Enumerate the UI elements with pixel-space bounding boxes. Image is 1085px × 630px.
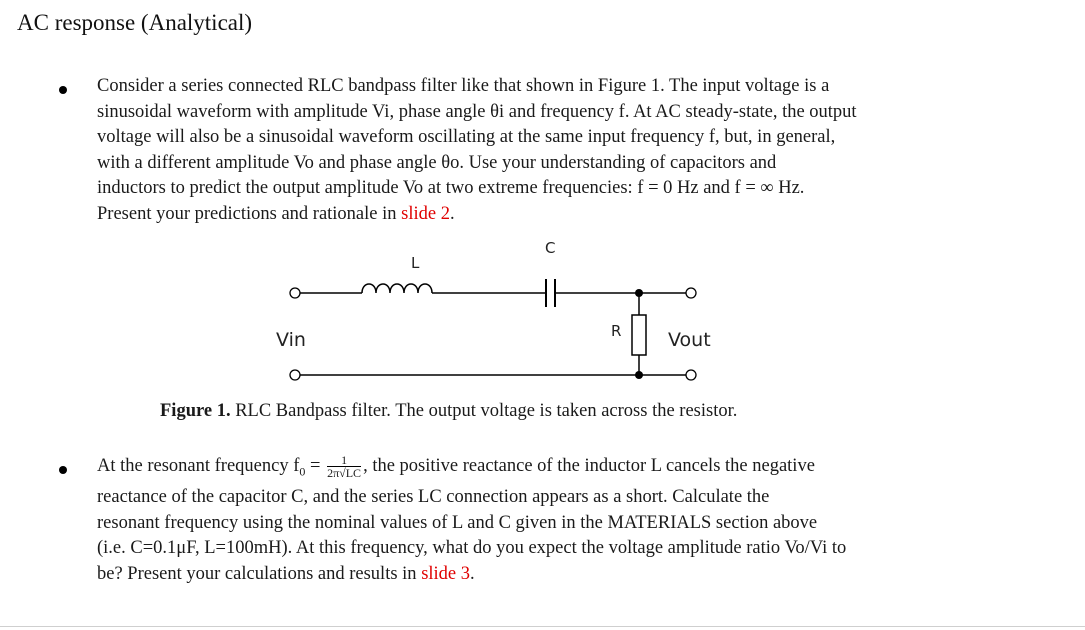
bullet2-last-line	[97, 562, 997, 588]
figure-caption	[160, 401, 737, 422]
inductor-coil	[362, 284, 432, 293]
bullet1-line: inductors to predict the output amplitude Vo at two extreme frequencies: f = 0 Hz and f = ∞ Hz.	[97, 178, 805, 198]
bullet1-last-text: Present your predictions and rationale in	[97, 203, 402, 224]
bullet2-line: resonant frequency using the nominal values of L and C given in the MATERIALS section above	[97, 512, 818, 533]
bullet2-line: reactance of the capacitor C, and the series LC connection appears as a short. Calculate the	[97, 487, 770, 508]
bullet2-text: , the positive reactance of the inductor L cancels the negative	[363, 456, 815, 476]
bullet1-line: Consider a series connected RLC bandpass filter like that shown in Figure 1. The input voltage is a	[97, 76, 830, 96]
terminal	[290, 288, 300, 298]
slide-3-link[interactable]: slide 3	[421, 563, 471, 584]
resistor-label: R	[611, 322, 622, 340]
bullet1-line: sinusoidal waveform with amplitude Vi, phase angle θi and frequency f. At AC steady-state, the output	[97, 101, 857, 122]
vout-label: Vout	[668, 329, 711, 351]
bullet1-line: with a different amplitude Vo and phase angle θo. Use your understanding of capacitors and	[97, 152, 777, 173]
bullet2-paragraph	[97, 454, 997, 587]
bullet1-line: voltage will also be a sinusoidal waveform oscillating at the same input frequency f, but, in general,	[97, 127, 836, 147]
fraction-numerator: 1	[327, 454, 361, 467]
period: .	[449, 203, 455, 224]
bullet2-last-text: be? Present your calculations and results in	[97, 563, 422, 584]
subscript: 0	[299, 464, 306, 479]
fraction-denominator: 2π√LC	[327, 466, 362, 481]
caption-label: Figure 1.	[160, 401, 231, 421]
divider	[0, 626, 1085, 627]
resonance-fraction	[327, 454, 361, 479]
terminal	[290, 370, 300, 380]
bullet-marker	[59, 466, 67, 474]
bullet2-line: (i.e. C=0.1μF, L=100mH). At this frequency, what do you expect the voltage amplitude ratio Vo/Vi to	[97, 538, 847, 559]
slide-2-link[interactable]: slide 2	[401, 203, 450, 224]
caption-text: RLC Bandpass filter. The output voltage is taken across the resistor.	[230, 401, 738, 421]
capacitor-label: C	[545, 239, 556, 257]
bullet2-first-line	[97, 454, 997, 485]
equals: =	[305, 456, 326, 476]
period: .	[470, 563, 475, 584]
terminal	[686, 370, 696, 380]
inductor-label: L	[411, 254, 420, 272]
vin-label: Vin	[276, 329, 306, 351]
terminal	[686, 288, 696, 298]
page-title: AC response (Analytical)	[17, 10, 253, 35]
bullet2-text: At the resonant frequency f	[97, 456, 300, 476]
resistor	[632, 315, 646, 355]
